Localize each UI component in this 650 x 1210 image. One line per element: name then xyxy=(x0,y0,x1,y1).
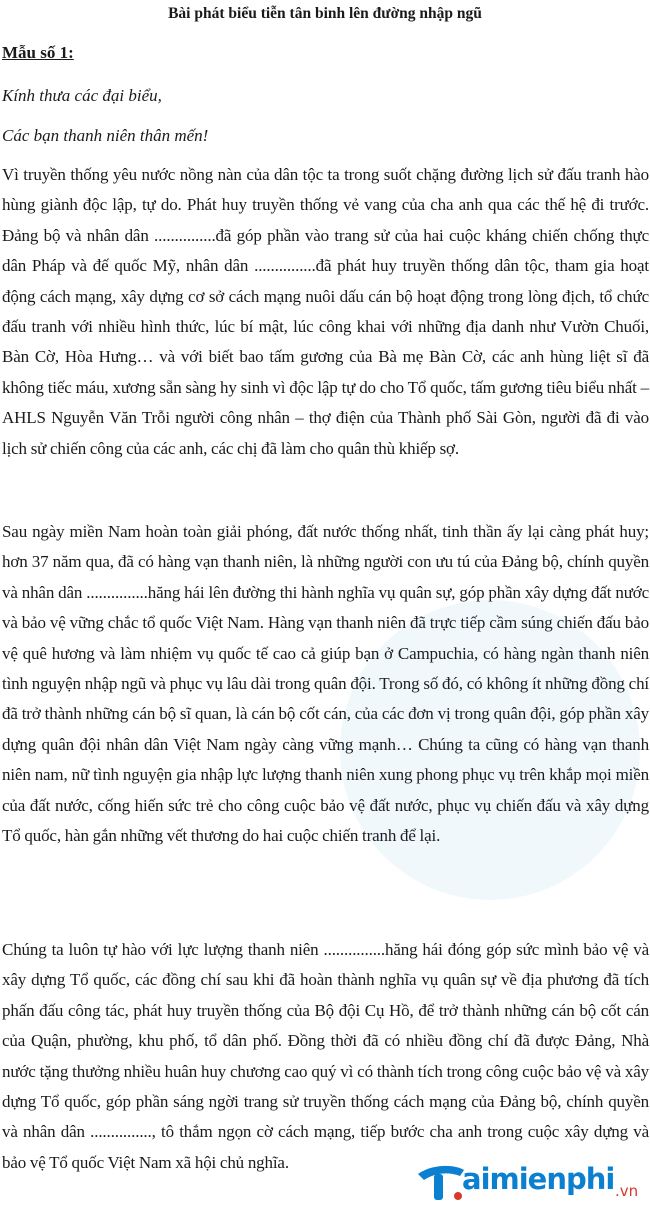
watermark-brand-text: aimienphi xyxy=(462,1162,615,1196)
watermark-domain-suffix: .vn xyxy=(615,1182,639,1200)
paragraph-1: Vì truyền thống yêu nước nồng nàn của dân tộc ta trong suốt chặng đường lịch sử đấu tranh hào hùng giành độc lập, tự do. Phát huy truyền thống vẻ vang của cha anh qua các thế hệ đi trước. Đảng bộ và nhân dân ...............đã góp phần vào trang sử của hai cuộc kháng chiến chống thực dân Pháp và đế quốc Mỹ, nhân dân ...............đã phát huy truyền thống dân tộc, tham gia hoạt động cách mạng, xây dựng cơ sở cách mạng nuôi dấu cán bộ hoạt động trong lòng địch, tổ chức đấu tranh với nhiều hình thức, lúc bí mật, lúc công khai với những địa danh như Vườn Chuối, Bàn Cờ, Hòa Hưng… và với biết bao tấm gương của Bà mẹ Bàn Cờ, các anh hùng liệt sĩ đã không tiếc máu, xương sẵn sàng hy sinh vì độc lập tự do cho Tổ quốc, tấm gương tiêu biểu nhất – AHLS Nguyễn Văn Trỗi người công nhân – thợ điện của Thành phố Sài Gòn, người đã đi vào lịch sử chiến công của các anh, các chị đã làm cho quân thù khiếp sợ. xyxy=(2,165,649,458)
background-watermark-icon xyxy=(330,560,650,940)
paragraph-2: Sau ngày miền Nam hoàn toàn giải phóng, đất nước thống nhất, tinh thần ấy lại càng phát huy; hơn 37 năm qua, đã có hàng vạn thanh niên, là những người con ưu tú của Đảng bộ, chính quyền và nhân dân ...............hăng hái lên đường thi hành nghĩa vụ quân sự, góp phần xây dựng đất nước và bảo vệ vững chắc tổ quốc Việt Nam. Hàng vạn thanh niên đã trực tiếp cầm súng chiến đấu bảo vệ quê hương và làm nhiệm vụ quốc tế cao cả giúp bạn ở Campuchia, có hàng ngàn thanh niên tình nguyện nhập ngũ và phục vụ lâu dài trong quân đội. Trong số đó, có không ít những đồng chí đã trở thành những cán bộ sĩ quan, là cán bộ cốt cán, của các đơn vị trong quân đội, góp phần xây dựng quân đội nhân dân Việt Nam ngày càng vững mạnh… Chúng ta cũng có hàng vạn thanh niên nam, nữ tình nguyện gia nhập lực lượng thanh niên xung phong phục vụ trên khắp mọi miền của đất nước, cống hiến sức trẻ cho công cuộc bảo vệ đất nước, phục vụ chiến đấu và xây dựng Tổ quốc, hàn gắn những vết thương do hai cuộc chiến tranh để lại. xyxy=(2,522,649,846)
paragraph-3: Chúng ta luôn tự hào với lực lượng thanh niên ...............hăng hái đóng góp sức mình bảo vệ và xây dựng Tổ quốc, các đồng chí sau khi đã hoàn thành nghĩa vụ quân sự về địa phương đã tích phấn đấu công tác, phát huy truyền thống của Bộ đội Cụ Hồ, để trở thành những cán bộ cốt cán của Quận, phường, khu phố, tổ dân phố. Đồng thời đã có nhiều đồng chí đã được Đảng, Nhà nước tặng thưởng nhiều huân huy chương cao quý vì có thành tích trong công cuộc bảo vệ và xây dựng Tổ quốc, góp phần sáng ngời trang sử truyền thống cách mạng của Đảng bộ, chính quyền và nhân dân ..............., tô thắm ngọn cờ cách mạng, tiếp bước cha anh trong cuộc xây dựng và bảo vệ Tổ quốc Việt Nam xã hội chủ nghĩa. xyxy=(2,940,649,1172)
greeting-line-2: Các bạn thanh niên thân mến! xyxy=(2,126,209,145)
taimienphi-logo-icon xyxy=(414,1160,466,1206)
greeting-line-1: Kính thưa các đại biểu, xyxy=(2,86,162,105)
sample-heading: Mẫu số 1: xyxy=(2,43,74,62)
document-title: Bài phát biểu tiễn tân binh lên đường nhập ngũ xyxy=(168,5,482,22)
